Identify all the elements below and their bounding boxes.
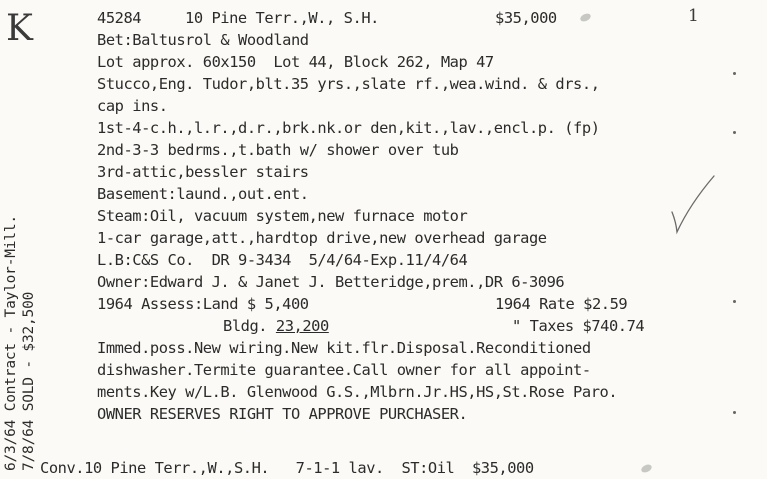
assess-bldg [223,315,329,337]
heating: Steam:Oil, vacuum system,new furnace motor [97,207,468,225]
first-floor: 1st-4-c.h.,l.r.,d.r.,brk.nk.or den,kit.,lav.,encl.p. (fp) [97,119,600,137]
remarks-line-4: OWNER RESERVES RIGHT TO APPROVE PURCHASER. [97,405,468,423]
third-floor: 3rd-attic,bessler stairs [97,163,309,181]
ink-smudge-footer [640,463,653,474]
remarks-line-2: dishwasher.Termite guarantee.Call owner for all appoint- [97,361,591,379]
sold-note: 7/8/64 SOLD - $32,500 [21,291,37,471]
assess-bldg-value: 23,200 [275,317,329,335]
property-address: 10 Pine Terr.,W., S.H. [185,9,379,27]
owner-info: Owner:Edward J. & Janet J. Betteridge,prem.,DR 6-3096 [97,273,565,291]
stray-dot [733,72,736,75]
tax-rate: 1964 Rate $2.59 [495,295,628,313]
cross-streets: Bet:Baltusrol & Woodland [97,31,309,49]
page-number: 1 [688,6,699,26]
check-mark-icon [668,172,718,236]
stray-dot [733,411,736,414]
footer-summary: Conv.10 Pine Terr.,W.,S.H. 7-1-1 lav. ST:Oil $35,000 [40,459,534,477]
basement: Basement:laund.,out.ent. [97,185,309,203]
contract-note: 6/3/64 Contract - Taylor-Mill. [3,215,19,471]
ink-smudge [579,12,592,23]
listing-price: $35,000 [495,9,557,27]
file-number: 45284 [97,9,142,27]
garage: 1-car garage,att.,hardtop drive,new overhead garage [97,229,547,247]
stray-dot [733,300,736,303]
lot-info: Lot approx. 60x150 Lot 44, Block 262, Map 47 [97,53,494,71]
corner-mark: K [6,8,33,49]
stray-dot [733,131,736,134]
construction-line: Stucco,Eng. Tudor,blt.35 yrs.,slate rf.,wea.wind. & drs., [97,75,600,93]
assess-bldg-label: Bldg. [223,317,276,335]
construction-cont: cap ins. [97,97,168,115]
assess-land: 1964 Assess:Land $ 5,400 [97,295,309,313]
listing-broker: L.B:C&S Co. DR 9-3434 5/4/64-Exp.11/4/64 [97,251,468,269]
remarks-line-1: Immed.poss.New wiring.New kit.flr.Disposal.Reconditioned [97,339,591,357]
remarks-line-3: ments.Key w/L.B. Glenwood G.S.,Mlbrn.Jr.HS,HS,St.Rose Paro. [97,383,618,401]
taxes: " Taxes $740.74 [512,317,645,335]
second-floor: 2nd-3-3 bedrms.,t.bath w/ shower over tub [97,141,459,159]
